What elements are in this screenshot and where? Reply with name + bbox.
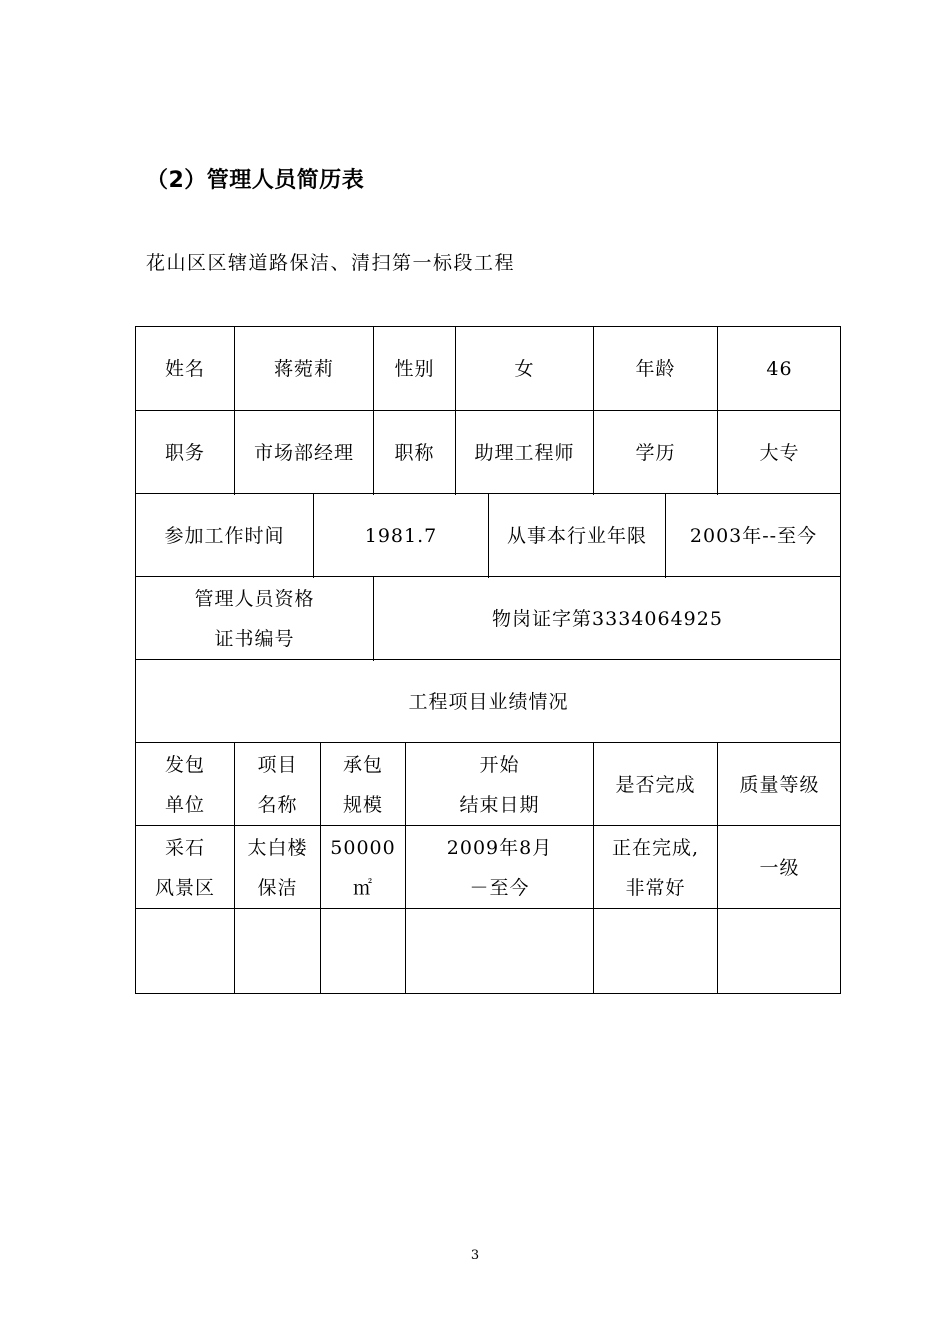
position-value: 市场部经理 [234, 411, 373, 495]
empty-cell [136, 909, 234, 994]
record-client [136, 826, 234, 910]
record-scale-line1: 50000 [330, 837, 396, 859]
record-dates-line1: 2009年8月 [446, 837, 553, 859]
table-row [136, 576, 840, 661]
col-header-project-line2: 名称 [257, 794, 298, 816]
table-row [136, 825, 840, 910]
record-scale [320, 826, 405, 910]
col-header-project-line1: 项目 [257, 754, 298, 776]
cert-label-line2: 证书编号 [214, 628, 295, 650]
start-work-value: 1981.7 [313, 494, 488, 578]
col-header-client-line1: 发包 [164, 754, 205, 776]
col-header-scale [320, 743, 405, 827]
name-value: 蒋菀莉 [234, 327, 373, 411]
col-header-scale-line1: 承包 [342, 754, 383, 776]
cert-label-line1: 管理人员资格 [194, 588, 315, 610]
col-header-project [234, 743, 320, 827]
table-row [136, 659, 840, 744]
education-value: 大专 [717, 411, 841, 495]
col-header-quality: 质量等级 [717, 743, 841, 827]
position-label: 职务 [164, 442, 205, 464]
empty-cell [320, 909, 405, 994]
empty-cell [593, 909, 717, 994]
col-header-scale-line2: 规模 [342, 794, 383, 816]
age-value: 46 [717, 327, 841, 411]
title-value: 助理工程师 [455, 411, 593, 495]
record-dates-line2: －至今 [469, 877, 530, 899]
page-heading: （2）管理人员简历表 [146, 168, 365, 193]
name-label: 姓名 [164, 358, 205, 380]
project-name: 花山区区辖道路保洁、清扫第一标段工程 [146, 252, 516, 274]
age-label: 年龄 [593, 327, 717, 411]
section-title: 工程项目业绩情况 [408, 691, 569, 713]
record-completed-line1: 正在完成, [611, 837, 700, 859]
col-header-client [136, 743, 234, 827]
cert-label [136, 577, 373, 661]
col-header-dates-line1: 开始 [479, 754, 520, 776]
start-work-label: 参加工作时间 [164, 525, 285, 547]
col-header-client-line2: 单位 [164, 794, 205, 816]
empty-cell [405, 909, 593, 994]
empty-cell [234, 909, 320, 994]
record-completed [593, 826, 717, 910]
record-quality: 一级 [717, 826, 841, 910]
title-label: 职称 [373, 411, 455, 495]
record-completed-line2: 非常好 [625, 877, 686, 899]
empty-cell [717, 909, 841, 994]
col-header-dates-line2: 结束日期 [459, 794, 540, 816]
col-header-completed: 是否完成 [593, 743, 717, 827]
page-number: 3 [470, 1248, 480, 1263]
gender-value: 女 [455, 327, 593, 411]
table-row [136, 327, 840, 411]
table-header-row [136, 742, 840, 827]
table-row-empty [136, 908, 840, 994]
table-row [136, 410, 840, 495]
col-header-dates [405, 743, 593, 827]
record-project-line1: 太白楼 [247, 837, 308, 859]
record-client-line2: 风景区 [154, 877, 215, 899]
record-project-line2: 保洁 [257, 877, 298, 899]
education-label: 学历 [593, 411, 717, 495]
industry-years-value: 2003年--至今 [665, 494, 841, 578]
record-dates [405, 826, 593, 910]
table-row [136, 493, 840, 578]
resume-table [135, 326, 841, 994]
gender-label: 性别 [373, 327, 455, 411]
record-scale-line2: ㎡ [352, 877, 373, 899]
record-client-line1: 采石 [164, 837, 205, 859]
cert-value: 物岗证字第3334064925 [373, 577, 841, 661]
industry-years-label: 从事本行业年限 [488, 494, 665, 578]
record-project [234, 826, 320, 910]
